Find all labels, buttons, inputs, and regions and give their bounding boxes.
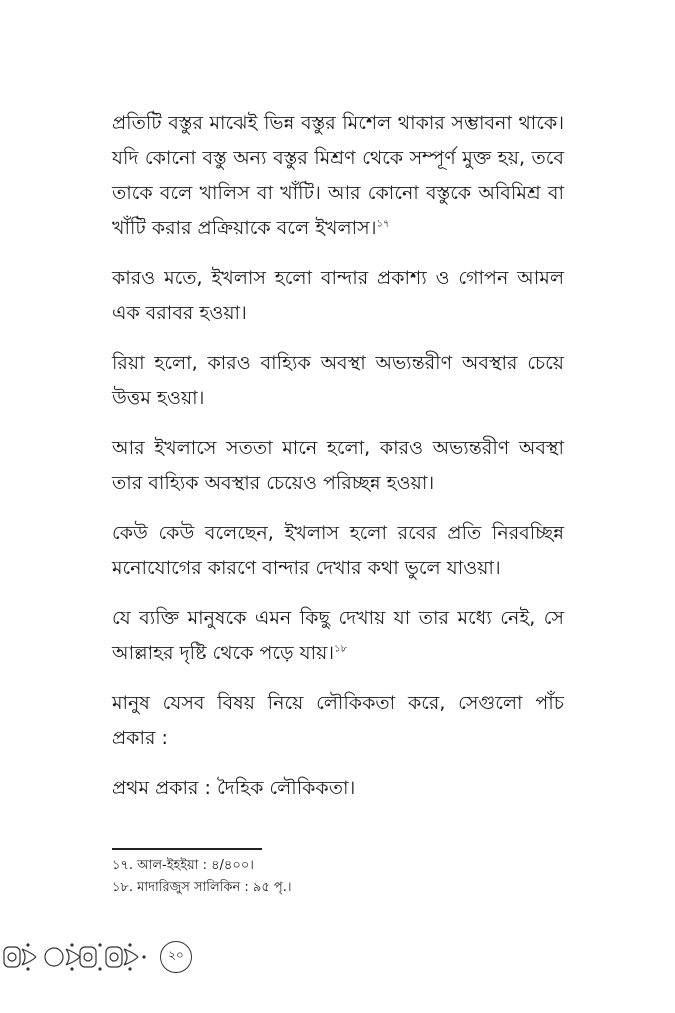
page-number-badge	[160, 941, 192, 973]
paragraph-4: আর ইখলাসে সততা মানে হলো, কারও অভ্যন্তরীণ অবস্থা তার বাহ্যিক অবস্থার চেয়েও পরিচ্ছন্ন হওয়া।	[112, 437, 564, 494]
paragraph-7: মানুষ যেসব বিষয় নিয়ে লৌকিকতা করে, সেগুলো পাঁচ প্রকার :	[112, 692, 564, 749]
footnote-17: ১৭. আল-ইহইয়া : ৪/৪০০।	[112, 858, 254, 873]
paragraph-8: প্রথম প্রকার : দৈহিক লৌকিকতা।	[112, 777, 356, 799]
footnote-divider	[112, 848, 262, 850]
footnote-ref-18[interactable]: ১৮	[334, 643, 348, 655]
paragraph-1: প্রতিটি বস্তুর মাঝেই ভিন্ন বস্তুর মিশেল থাকার সম্ভাবনা থাকে। যদি কোনো বস্তু অন্য বস্তুর মিশ্রণ থেকে সম্পূর্ণ মুক্ত হয়, তবে তাকে বলে খালিস বা খাঁটি। আর কোনো বস্তুকে অবিমিশ্র বা খাঁটি করার প্রক্রিয়াকে বলে ইখলাস।$^{১৭}$	[112, 112, 564, 239]
page-number: ২০	[168, 948, 184, 962]
floral-border-ornament-icon	[0, 939, 152, 975]
paragraph-6: যে ব্যক্তি মানুষকে এমন কিছু দেখায় যা তার মধ্যে নেই, সে আল্লাহর দৃষ্টি থেকে পড়ে যায়।$^{১৮}$	[112, 607, 564, 664]
footnote-ref-17[interactable]: ১৭	[376, 218, 390, 230]
paragraph-3: রিয়া হলো, কারও বাহ্যিক অবস্থা অভ্যন্তরীণ অবস্থার চেয়ে উত্তম হওয়া।	[112, 352, 564, 409]
footnote-18: ১৮. মাদারিজুস সালিকিন : ৯৫ পৃ.।	[112, 880, 292, 895]
paragraph-5: কেউ কেউ বলেছেন, ইখলাস হলো রবের প্রতি নিরবচ্ছিন্ন মনোযোগের কারণে বান্দার দেখার কথা ভুলে যাওয়া।	[112, 522, 564, 579]
page-body	[112, 106, 564, 821]
paragraph-2: কারও মতে, ইখলাস হলো বান্দার প্রকাশ্য ও গোপন আমল এক বরাবর হওয়া।	[112, 267, 564, 324]
page-footer	[0, 935, 200, 979]
footnotes	[112, 855, 512, 899]
